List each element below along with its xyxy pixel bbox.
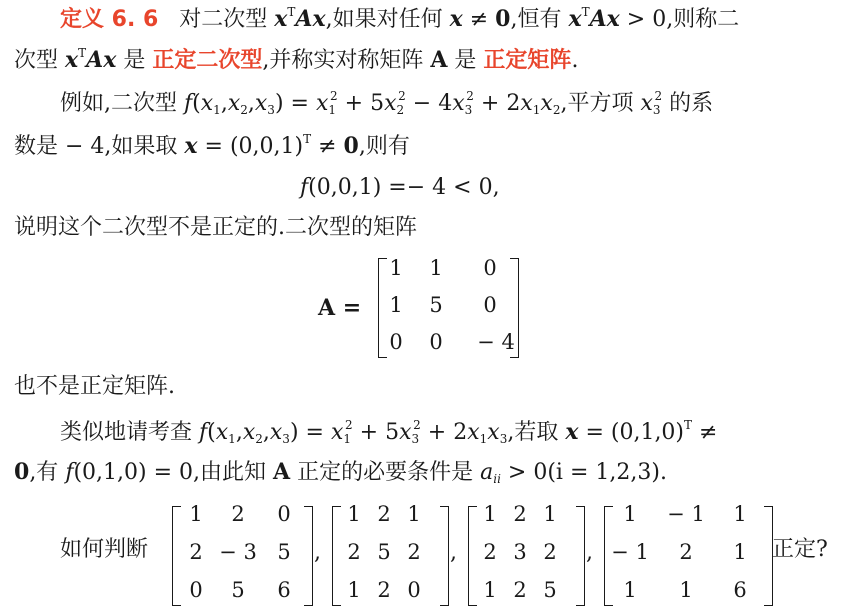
question-matrix-cell: 2 [513, 578, 527, 602]
question-matrix-cell: 1 [407, 502, 421, 526]
math: x [568, 6, 582, 32]
question-matrix-cell: 2 [483, 540, 497, 564]
question-matrix-cell: 2 [231, 502, 245, 526]
text: 是 [116, 48, 146, 73]
question-matrix-cell: 3 [513, 540, 527, 564]
text: 0 [14, 459, 30, 485]
question-matrix-cell: 2 [407, 540, 421, 564]
question-matrix-cell: 1 [189, 502, 203, 526]
text: 数是 − 4,如果取 [14, 134, 185, 159]
math: Ax [295, 6, 326, 32]
question-matrix-cell: 1 [483, 502, 497, 526]
text: ,由此知 [193, 460, 274, 485]
question-matrix-cell: 5 [543, 578, 557, 602]
question-matrix-cell: 5 [231, 578, 245, 602]
question-matrix-right-bracket [576, 506, 585, 606]
definition-line-2: 次型 $x^TAx$ 是 正定二次型,并称实对称矩阵 A 是 正定矩阵. [14, 46, 579, 73]
matrix-a-label: A = [318, 295, 362, 321]
text: 是 [447, 48, 477, 73]
example2-line-2: 0,有 f(0,1,0) = 0,由此知 A 正定的必要条件是 $a_{ii} > 0(i = 1,2,3)$. [14, 459, 667, 486]
question-matrix-cell: 1 [347, 502, 361, 526]
text: 的系 [662, 91, 714, 116]
question-matrix-cell: 1 [483, 578, 497, 602]
matrix-a-cell: 0 [483, 256, 497, 280]
example-line-3: 说明这个二次型不是正定的.二次型的矩阵 [14, 215, 417, 240]
matrix-a-cell: 0 [429, 330, 443, 354]
question-suffix: 正定? [772, 537, 828, 562]
text: A [273, 459, 291, 485]
question-matrix-cell: 1 [733, 540, 747, 564]
text: ≠ [692, 420, 718, 445]
matrix-a-cell: 1 [389, 256, 403, 280]
math: 0 [495, 6, 511, 32]
text: 正定的必要条件是 [290, 460, 481, 485]
question-matrix-cell: 1 [623, 578, 637, 602]
math: x [274, 6, 288, 32]
text: ,若取 [507, 420, 566, 445]
question-matrix-cell: 2 [189, 540, 203, 564]
question-matrix-cell: 1 [733, 502, 747, 526]
matrix-a-cell: − 4 [477, 330, 515, 354]
text: ,并称实对称矩阵 [262, 48, 431, 73]
question-matrix-right-bracket [440, 506, 449, 606]
question-matrix-cell: 6 [277, 578, 291, 602]
definition-label: 定义 6. 6 [60, 7, 159, 32]
text: ,恒有 [510, 7, 569, 32]
matrix-a-cell: 1 [429, 256, 443, 280]
text: > 0(i = 1,2,3). [500, 460, 667, 485]
text: ,则有 [358, 134, 410, 159]
text: 次型 [14, 48, 65, 73]
math: Ax [589, 6, 620, 32]
question-matrix-right-bracket [304, 506, 313, 606]
example2-line-1: 类似地请考查 $f(x_1,x_2,x_3) = x_1^2 + 5x_3^2 + 2x_1x_3$,若取 $x = (0,1,0)^T$ ≠ [60, 418, 718, 446]
question-matrix-cell: 5 [277, 540, 291, 564]
question-matrix-cell: 0 [407, 578, 421, 602]
question-matrix-cell: 5 [377, 540, 391, 564]
question-separator: , [450, 540, 457, 565]
matrix-a-cell: 0 [389, 330, 403, 354]
text: 对二次型 [179, 7, 275, 32]
question-matrix-cell: 2 [679, 540, 693, 564]
text: ii [493, 472, 501, 486]
question-separator: , [314, 540, 321, 565]
matrix-a-cell: 1 [389, 293, 403, 317]
matrix-a-cell: 0 [483, 293, 497, 317]
question-matrix-cell: 2 [377, 578, 391, 602]
text: 例如,二次型 [60, 91, 184, 116]
question-matrix-cell: 2 [543, 540, 557, 564]
question-matrix-cell: 0 [189, 578, 203, 602]
question-matrix-cell: 1 [543, 502, 557, 526]
question-matrix-cell: 1 [679, 578, 693, 602]
definition-line-1: 定义 6. 6 对二次型 $x^TAx$,如果对任何 x ≠ 0,恒有 $x^TAx > 0$,则称二 [60, 5, 740, 32]
question-matrix-cell: − 1 [611, 540, 649, 564]
question-matrix-cell: 0 [277, 502, 291, 526]
question-matrix-cell: 2 [347, 540, 361, 564]
math: x [449, 6, 463, 32]
text: ,如果对任何 [325, 7, 450, 32]
question-prefix: 如何判断 [60, 537, 149, 562]
term-positive-definite-quadratic-form: 正定二次型 [152, 48, 263, 73]
term-positive-definite-matrix: 正定矩阵 [483, 48, 572, 73]
question-matrix-cell: 2 [513, 502, 527, 526]
text: ,有 [29, 460, 66, 485]
text: ,则称二 [666, 7, 740, 32]
text: ,平方项 [560, 91, 641, 116]
question-matrix-cell: 6 [733, 578, 747, 602]
question-separator: , [586, 540, 593, 565]
question-matrix-cell: 1 [623, 502, 637, 526]
question-matrix-cell: − 1 [667, 502, 705, 526]
example-line-1: 例如,二次型 $f(x_1,x_2,x_3) = x_1^2 + 5x_2^2 - 4x_3^2 + 2x_1x_2$,平方项 $x_3^2$ 的系 [60, 89, 714, 117]
example-line-2: 数是 − 4,如果取 $x = (0,0,1)^T \ne 0$,则有 [14, 132, 410, 159]
text: a [480, 460, 494, 485]
question-matrix-cell: 1 [347, 578, 361, 602]
matrix-a-cell: 5 [429, 293, 443, 317]
question-matrix-cell: − 3 [219, 540, 257, 564]
text: . [571, 48, 579, 73]
equation-f001: f(0,0,1) =− 4 < 0, [300, 175, 500, 200]
text: 类似地请考查 [60, 420, 199, 445]
example-line-4: 也不是正定矩阵. [14, 374, 175, 399]
question-matrix-cell: 2 [377, 502, 391, 526]
